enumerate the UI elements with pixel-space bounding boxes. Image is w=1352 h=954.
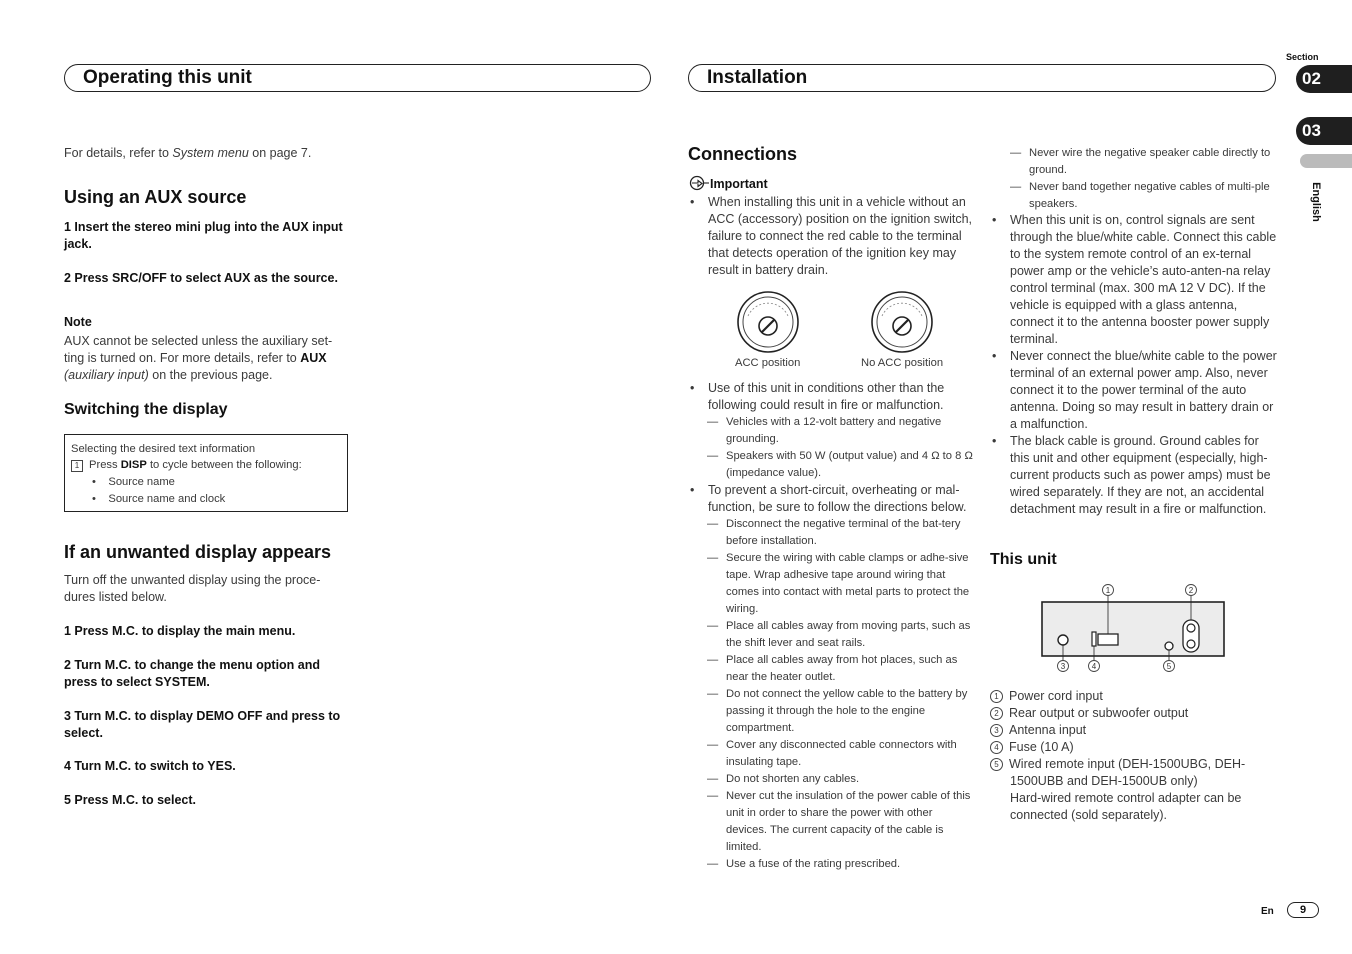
direction-item: — Secure the wiring with cable clamps or adhe-sive tape. Wrap adhesive tape around wiring that comes into contact with metal parts to protect the wiring. [707, 550, 974, 618]
ignition-figure [730, 288, 960, 356]
unwanted-heading: If an unwanted display appears [64, 542, 332, 562]
legend-text: Fuse (10 A) [1009, 740, 1074, 754]
legend-item [990, 756, 1270, 790]
connections-bullet-1 [688, 194, 974, 279]
legend-item [990, 722, 1270, 739]
box-step-suffix: to cycle between the following: [146, 459, 302, 471]
note-text-2: on the previous page. [148, 368, 273, 382]
antenna-jack-icon [1058, 635, 1068, 645]
procedure-box [64, 434, 348, 512]
right-column-text [1010, 145, 1278, 213]
acc-ignition-icon [738, 292, 798, 352]
legend-number: 2 [990, 707, 1003, 720]
speaker-warning-item: — Never wire the negative speaker cable directly to ground. [1010, 145, 1278, 179]
legend-number: 5 [990, 758, 1003, 771]
right-bullet-item: • The black cable is ground. Ground cables for this unit and other equipment (especially, high-current products such as power amps) must be wired separately. If they are not, an accidental detachment may result in a fire or malfunction. [990, 433, 1278, 518]
section-label: Section [1286, 52, 1319, 62]
unwanted-step-5: 5 Press M.C. to select. [64, 793, 197, 807]
important-icon [688, 175, 710, 191]
unit-rear-diagram [1035, 582, 1235, 676]
svg-text:4: 4 [1091, 662, 1097, 671]
aux-step-2: 2 Press SRC/OFF to select AUX as the source. [64, 271, 338, 285]
caption-acc: ACC position [735, 357, 801, 369]
intro-suffix: on page 7. [248, 146, 312, 160]
aux-step-1: 1 Insert the stereo mini plug into the AUX input jack. [64, 220, 343, 251]
unwanted-step-2: 2 Turn M.C. to change the menu option and press to select SYSTEM. [64, 658, 321, 689]
box-item-2: • Source name and clock [92, 493, 226, 505]
section-tab-indicator [1300, 154, 1352, 168]
legend-text: Wired remote input (DEH-1500UBG, DEH-1500UBB and DEH-1500UB only) [1009, 757, 1246, 788]
connections-bullet-3 [688, 482, 974, 873]
legend-number: 3 [990, 724, 1003, 737]
connections-bullet-1-text: • When installing this unit in a vehicle without an ACC (accessory) position on the ignition switch, failure to connect the red cable to the terminal that detects operation of the ignition key may result in battery drain. [688, 194, 974, 279]
section-tab-02-label: 02 [1302, 69, 1321, 88]
intro-text [64, 145, 354, 162]
direction-item: — Cover any disconnected cable connectors with insulating tape. [707, 737, 974, 771]
aux-heading: Using an AUX source [64, 187, 247, 207]
footer-lang: En [1261, 906, 1274, 917]
direction-item: — Do not shorten any cables. [707, 771, 974, 788]
connections-bullet-2 [688, 380, 974, 482]
svg-text:3: 3 [1060, 662, 1066, 671]
svg-text:1: 1 [1105, 586, 1111, 595]
section-tab-02[interactable] [1296, 65, 1352, 93]
legend-item [990, 688, 1270, 705]
legend-number: 1 [990, 690, 1003, 703]
direction-item: — Never cut the insulation of the power cable of this unit in order to share the power with other devices. The current capacity of the cable is limited. [707, 788, 974, 856]
condition-item: — Vehicles with a 12-volt battery and negative grounding. [707, 414, 974, 448]
intro-prefix: For details, refer to [64, 146, 173, 160]
important-label: Important [710, 177, 768, 191]
unwanted-step-3: 3 Turn M.C. to display DEMO OFF and press to select. [64, 709, 341, 740]
box-step [71, 457, 302, 474]
switch-heading: Switching the display [64, 401, 228, 418]
right-header-bar [688, 64, 1276, 92]
unwanted-intro: Turn off the unwanted display using the proce-dures listed below. [64, 573, 321, 604]
box-step-number: 1 [71, 460, 83, 472]
box-item-1: • Source name [92, 476, 175, 488]
legend-item [990, 705, 1270, 722]
direction-item: — Use a fuse of the rating prescribed. [707, 856, 974, 873]
connections-bullet-3-text: To prevent a short-circuit, overheating or mal-function, be sure to follow the directions below. [708, 483, 967, 514]
legend-item [990, 739, 1270, 756]
legend-number: 4 [990, 741, 1003, 754]
box-step-bold: DISP [120, 459, 147, 471]
left-header-bar [64, 64, 651, 92]
note-bold: AUX [300, 351, 327, 365]
intro-italic: System menu [172, 146, 249, 160]
remote-jack-icon [1165, 642, 1173, 650]
note-italic: (auxiliary input) [64, 368, 149, 382]
unwanted-step-1: 1 Press M.C. to display the main menu. [64, 624, 296, 638]
box-title: Selecting the desired text information [71, 443, 256, 455]
note-text-1: AUX cannot be selected unless the auxiliary set-ting is turned on. For more details, refer to [64, 334, 333, 365]
svg-text:5: 5 [1166, 662, 1172, 671]
condition-item: — Speakers with 50 W (output value) and 4 Ω to 8 Ω (impedance value). [707, 448, 974, 482]
box-item-2-text: Source name and clock [108, 493, 226, 505]
section-tab-03[interactable] [1296, 117, 1352, 145]
box-item-1-text: Source name [108, 476, 175, 488]
legend-text: Antenna input [1009, 723, 1087, 737]
right-bullets [990, 212, 1278, 518]
this-unit-heading: This unit [990, 551, 1057, 568]
section-tab-03-label: 03 [1302, 121, 1321, 140]
unit-legend [990, 688, 1270, 824]
left-header-title: Operating this unit [83, 67, 252, 88]
right-bullet-item: • When this unit is on, control signals are sent through the blue/white cable. Connect this cable to the system remote control of an ex-ternal power amp or the vehicle’s auto-anten-na relay control terminal (max. 300 mA 12 V DC). If the vehicle is equipped with a glass antenna, connect it to the antenna booster power supply terminal. [990, 212, 1278, 348]
direction-item: — Place all cables away from moving parts, such as the shift lever and seat rails. [707, 618, 974, 652]
connections-heading: Connections [688, 144, 798, 164]
direction-item: — Disconnect the negative terminal of the bat-tery before installation. [707, 516, 974, 550]
speaker-warning-item: — Never band together negative cables of multi-ple speakers. [1010, 179, 1278, 213]
legend-extra: Hard-wired remote control adapter can be connected (sold separately). [1010, 791, 1242, 822]
power-connector-icon [1098, 634, 1118, 645]
direction-item: — Do not connect the yellow cable to the battery by passing it through the hole to the engine compartment. [707, 686, 974, 737]
page-number: 9 [1287, 902, 1319, 918]
language-label: English [1310, 182, 1322, 222]
unwanted-step-4: 4 Turn M.C. to switch to YES. [64, 759, 236, 773]
important-row [688, 175, 768, 191]
no-acc-ignition-icon [872, 292, 932, 352]
fuse-icon [1092, 632, 1096, 646]
svg-text:2: 2 [1188, 586, 1194, 595]
right-header-title: Installation [707, 67, 808, 88]
right-bullet-item: • Never connect the blue/white cable to the power terminal of an external power amp. Also, never connect it to the power terminal of the auto antenna. Doing so may result in battery drain or a malfunction. [990, 348, 1278, 433]
note-label: Note [64, 315, 92, 329]
legend-text: Power cord input [1009, 689, 1103, 703]
caption-no-acc: No ACC position [861, 357, 944, 369]
rca-output-icon [1183, 620, 1199, 652]
box-step-prefix: Press [89, 459, 121, 471]
note-text [64, 333, 348, 384]
direction-item: — Place all cables away from hot places, such as near the heater outlet. [707, 652, 974, 686]
legend-text: Rear output or subwoofer output [1009, 706, 1189, 720]
connections-bullet-2-text: Use of this unit in conditions other than the following could result in fire or malfunction. [708, 381, 945, 412]
connections-list-2 [688, 380, 974, 873]
